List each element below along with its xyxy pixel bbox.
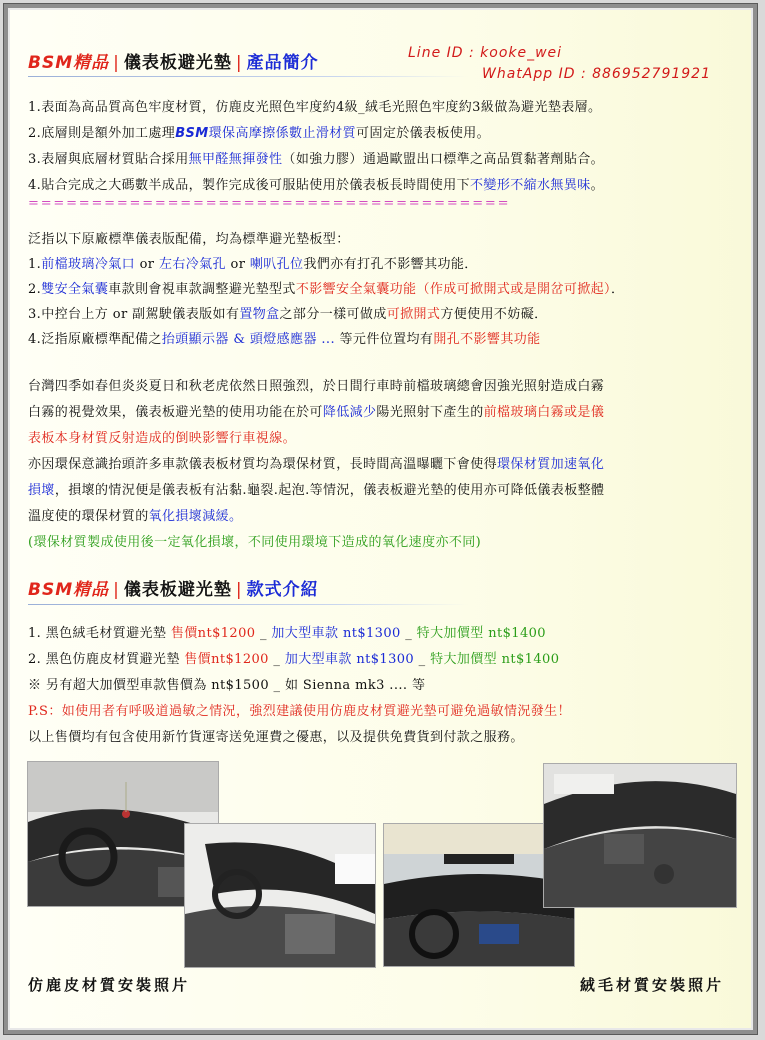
- highlight-text: 環保材質加速氧化: [497, 457, 605, 472]
- price-text: 特大加價型 nt$1400: [430, 652, 560, 667]
- price-text: 售價nt$1200: [170, 626, 256, 641]
- highlight-text: 雙安全氣囊: [41, 282, 109, 297]
- fitment-line-3: [28, 303, 548, 322]
- model-row-2: [28, 648, 559, 667]
- why-text: 陽光照射下產生的: [376, 405, 484, 420]
- intro-line-1: [28, 96, 601, 115]
- title-underline: [28, 76, 468, 77]
- intro-line-3: [28, 148, 604, 167]
- highlight-text: 降低減少: [322, 405, 377, 420]
- price-text: 加大型車款 nt$1300: [271, 626, 401, 641]
- fitment-line-1: [28, 253, 478, 272]
- fit-text: 我們亦有打孔不影響其功能．: [303, 257, 478, 272]
- why-line-5: [28, 479, 604, 498]
- brand-label: BSM精品: [28, 53, 110, 73]
- fitment-intro: 泛指以下原廠標準儀表版配備，均為標準避光墊板型：: [28, 232, 350, 247]
- product-name: 儀表板避光墊: [123, 580, 232, 600]
- install-photo-plush-2: [544, 764, 736, 907]
- highlight-text: 環保高摩擦係數止滑材質: [208, 126, 357, 141]
- fit-text: 2.: [28, 282, 42, 297]
- divider-line: ======================================: [28, 196, 511, 211]
- fit-text: 1.: [28, 257, 42, 272]
- model-text: _: [400, 626, 417, 641]
- why-text: ，損壞的情況便是儀表板有沾黏.龜裂.起泡.等情況，儀表板避光墊的使用亦可降低儀表板整體: [54, 483, 605, 498]
- model-text: _: [268, 652, 285, 667]
- section-title-intro: [28, 48, 319, 73]
- highlight-text: 置物盒: [239, 307, 280, 322]
- intro-text: 。: [590, 178, 605, 193]
- intro-text: 2.底層則是額外加工處理: [28, 126, 176, 141]
- highlight-text: 抬頭顯示器 & 頭燈感應器 ...: [161, 332, 335, 347]
- title-underline: [28, 604, 468, 605]
- shipping-note: 以上售價均有包含使用新竹貨運寄送免運費之優惠，以及提供免費貨到付款之服務。: [28, 730, 524, 745]
- why-note: (環保材質製成使用後一定氧化損壞，不同使用環境下造成的氧化速度亦不同): [28, 535, 482, 550]
- intro-line-2: [28, 122, 490, 141]
- intro-text: 3.表層與底層材質貼合採用: [28, 152, 189, 167]
- model-text: _: [255, 626, 272, 641]
- intro-line-4: [28, 174, 604, 193]
- caption-suede: 仿鹿皮材質安裝照片: [28, 976, 191, 994]
- product-name: 儀表板避光墊: [123, 53, 232, 73]
- title-separator: |: [113, 53, 120, 73]
- section-title-models: [28, 575, 319, 600]
- why-line-6: [28, 505, 242, 524]
- fitment-line-2: [28, 278, 624, 297]
- why-line-2: [28, 401, 604, 420]
- highlight-text: 氧化損壞減緩。: [148, 509, 243, 524]
- fitment-line-4: [28, 328, 541, 347]
- model-text: _: [414, 652, 431, 667]
- fit-text: 車款則會視車款調整避光墊型式: [108, 282, 296, 297]
- warning-text: 不影響安全氣囊功能（作成可掀開式或是開岔可掀起）: [295, 282, 611, 297]
- why-text: 白霧的視覺效果，儀表板避光墊的使用功能在於可: [28, 405, 323, 420]
- highlight-text: 不變形不縮水無異味: [470, 178, 591, 193]
- section-subtitle: 產品簡介: [246, 53, 319, 73]
- warning-text: 可掀開式: [386, 307, 441, 322]
- caption-plush: 絨毛材質安裝照片: [580, 976, 725, 994]
- highlight-text: 損壞: [28, 483, 55, 498]
- model-text: 1. 黑色絨毛材質避光墊: [28, 626, 171, 641]
- install-photo-suede-2: [185, 824, 375, 967]
- fit-text: 3.中控台上方 or 副駕駛儀表版如有: [28, 307, 240, 322]
- ps-note: P.S：如使用者有呼吸道過敏之情況，強烈建議使用仿鹿皮材質避光墊可避免過敏情況發生！: [28, 704, 571, 719]
- model-row-1: [28, 622, 546, 641]
- model-text: 2. 黑色仿鹿皮材質避光墊: [28, 652, 185, 667]
- why-line-3: 表板本身材質反射造成的倒映影響行車視線。: [28, 431, 297, 446]
- intro-text: 4.貼合完成之大碼數半成品，製作完成後可服貼使用於儀表板長時間使用下: [28, 178, 471, 193]
- price-text: 特大加價型 nt$1400: [416, 626, 546, 641]
- highlight-text: 左右冷氣孔: [158, 257, 226, 272]
- fit-text: 方便使用不妨礙．: [440, 307, 548, 322]
- title-separator: |: [113, 580, 120, 600]
- intro-text: 1.表面為高品質高色牢度材質，仿鹿皮光照色牢度約4級_絨毛光照色牢度約3級做為避光墊表層。: [28, 100, 602, 115]
- warning-text: 開孔不影響其功能: [433, 332, 541, 347]
- fit-text: ．: [610, 282, 625, 297]
- why-text: 溫度使的環保材質的: [28, 509, 149, 524]
- why-line-4: [28, 453, 604, 472]
- highlight-text: 喇叭孔位: [249, 257, 304, 272]
- whatsapp-id: WhatApp ID : 886952791921: [482, 66, 711, 82]
- price-text: 售價nt$1200: [184, 652, 269, 667]
- model-row-3: ※ 另有超大加價型車款售價為 nt$1500 _ 如 Sienna mk3 .... 等: [28, 678, 426, 693]
- brand-mark: BSM: [175, 126, 209, 141]
- fit-text: 4.泛指原廠標準配備之: [28, 332, 162, 347]
- fit-text: or: [225, 257, 250, 272]
- why-text: 亦因環保意識抬頭許多車款儀表板材質均為環保材質，長時間高溫曝曬下會使得: [28, 457, 498, 472]
- highlight-text: 前檔玻璃冷氣口: [41, 257, 136, 272]
- line-id: Line ID : kooke_wei: [408, 45, 563, 61]
- title-separator: |: [235, 580, 243, 600]
- section-subtitle: 款式介紹: [246, 580, 319, 600]
- intro-text: 可固定於儀表板使用。: [356, 126, 491, 141]
- why-line-1: 台灣四季如春但炎炎夏日和秋老虎依然日照強烈，於日間行車時前檔玻璃總會因強光照射造成白霧: [28, 379, 605, 394]
- fit-text: or: [135, 257, 159, 272]
- intro-text: （如強力膠）通過歐盟出口標準之高品質黏著劑貼合。: [282, 152, 605, 167]
- fit-text: 等元件位置均有: [334, 332, 434, 347]
- title-separator: |: [235, 53, 243, 73]
- brand-label: BSM精品: [28, 580, 110, 600]
- fit-text: 之部分一樣可做成: [279, 307, 387, 322]
- highlight-text: 無甲醛無揮發性: [188, 152, 283, 167]
- warning-text: 前檔玻璃白霧或是儀: [483, 405, 605, 420]
- price-text: 加大型車款 nt$1300: [284, 652, 415, 667]
